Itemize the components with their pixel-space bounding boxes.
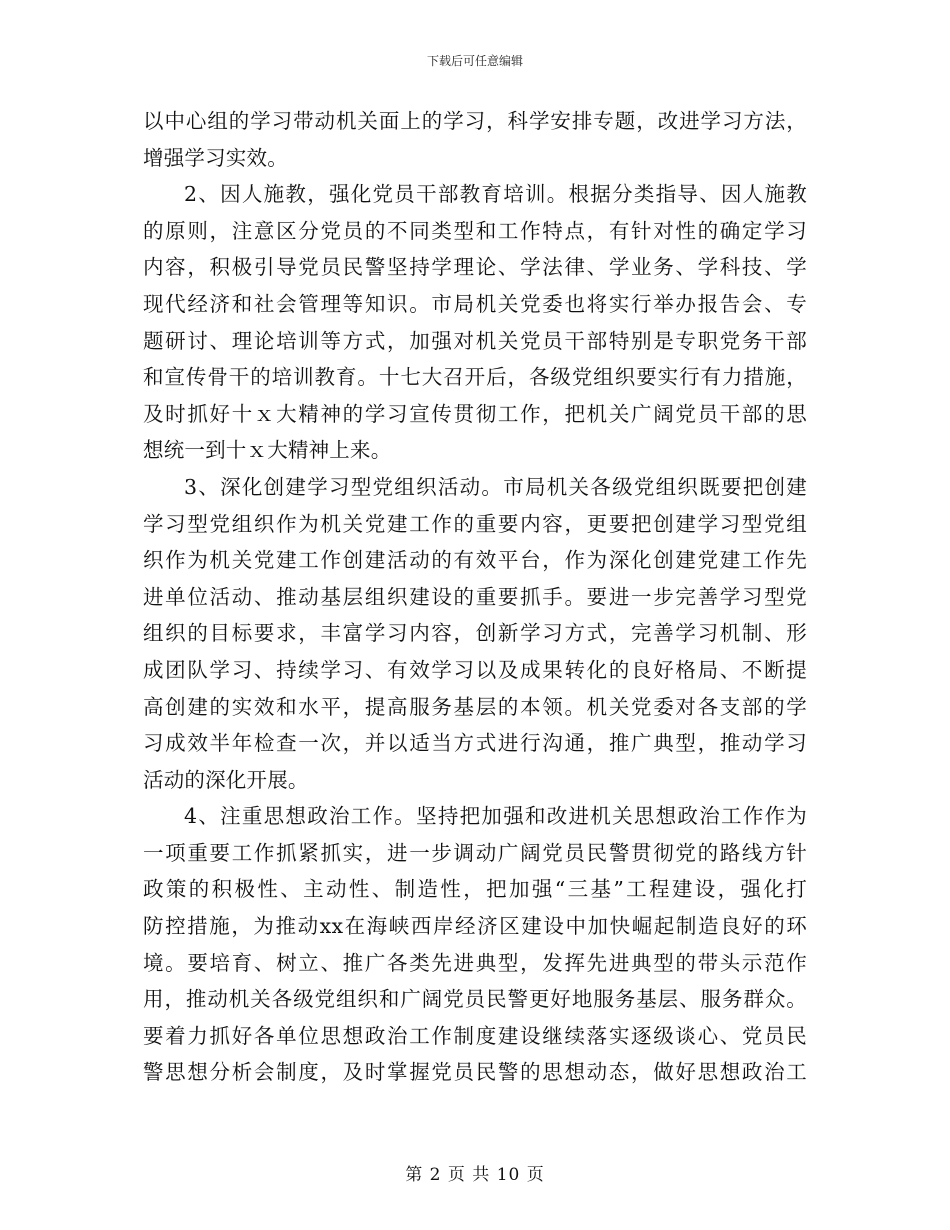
text-line: 学习型党组织作为机关党建工作的重要内容，更要把创建学习型党组 [143,511,807,536]
text-line: 及时抓好十ｘ大精神的学习宣传贯彻工作，把机关广阔党员干部的思 [143,401,807,426]
text-line: 用，推动机关各级党组织和广阔党员民警更好地服务基层、服务群众。 [143,987,807,1012]
text-line: 进单位活动、推动基层组织建设的重要抓手。要进一步完善学习型党 [143,584,807,609]
text-line: 活动的深化开展。 [143,767,309,792]
page-footer: 第 2 页 共 10 页 [405,1165,545,1185]
text-line: 组织的目标要求，丰富学习内容，创新学习方式，完善学习机制、形 [143,621,807,646]
text-line: 3、深化创建学习型党组织活动。市局机关各级党组织既要把创建 [184,474,807,499]
text-line: 题研讨、理论培训等方式，加强对机关党员干部特别是专职党务干部 [143,328,807,353]
text-line: 的原则，注意区分党员的不同类型和工作特点，有针对性的确定学习 [143,218,807,243]
text-line: 现代经济和社会管理等知识。市局机关党委也将实行举办报告会、专 [143,291,807,316]
text-line: 习成效半年检查一次，并以适当方式进行沟通，推广典型，推动学习 [143,731,807,756]
text-line: 内容，积极引导党员民警坚持学理论、学法律、学业务、学科技、学 [143,255,807,280]
text-line: 警思想分析会制度，及时掌握党员民警的思想动态，做好思想政治工 [143,1060,807,1085]
text-line: 以中心组的学习带动机关面上的学习，科学安排专题，改进学习方法， [143,109,807,133]
text-line: 和宣传骨干的培训教育。十七大召开后，各级党组织要实行有力措施， [143,365,807,390]
text-line: 政策的积极性、主动性、制造性，把加强“三基”工程建设，强化打 [143,877,807,902]
text-line: 要着力抓好各单位思想政治工作制度建设继续落实逐级谈心、党员民 [143,1023,807,1048]
text-line: 一项重要工作抓紧抓实，进一步调动广阔党员民警贯彻党的路线方针 [143,840,807,865]
text-line: 4、注重思想政治工作。坚持把加强和改进机关思想政治工作作为 [184,804,807,829]
text-line: 境。要培育、树立、推广各类先进典型，发挥先进典型的带头示范作 [143,950,807,975]
document-body [143,103,807,1091]
text-line: 成团队学习、持续学习、有效学习以及成果转化的良好格局、不断提 [143,657,807,682]
text-line: 增强学习实效。 [143,145,288,170]
text-line: 织作为机关党建工作创建活动的有效平台，作为深化创建党建工作先 [143,548,807,573]
page-header: 下载后可任意编辑 [426,54,523,68]
text-line: 2、因人施教，强化党员干部教育培训。根据分类指导、因人施教 [184,182,807,207]
text-line: 高创建的实效和水平，提高服务基层的本领。机关党委对各支部的学 [143,694,807,719]
text-line: 想统一到十ｘ大精神上来。 [143,438,392,463]
text-line: 防控措施，为推动xx在海峡西岸经济区建设中加快崛起制造良好的环 [143,914,807,939]
